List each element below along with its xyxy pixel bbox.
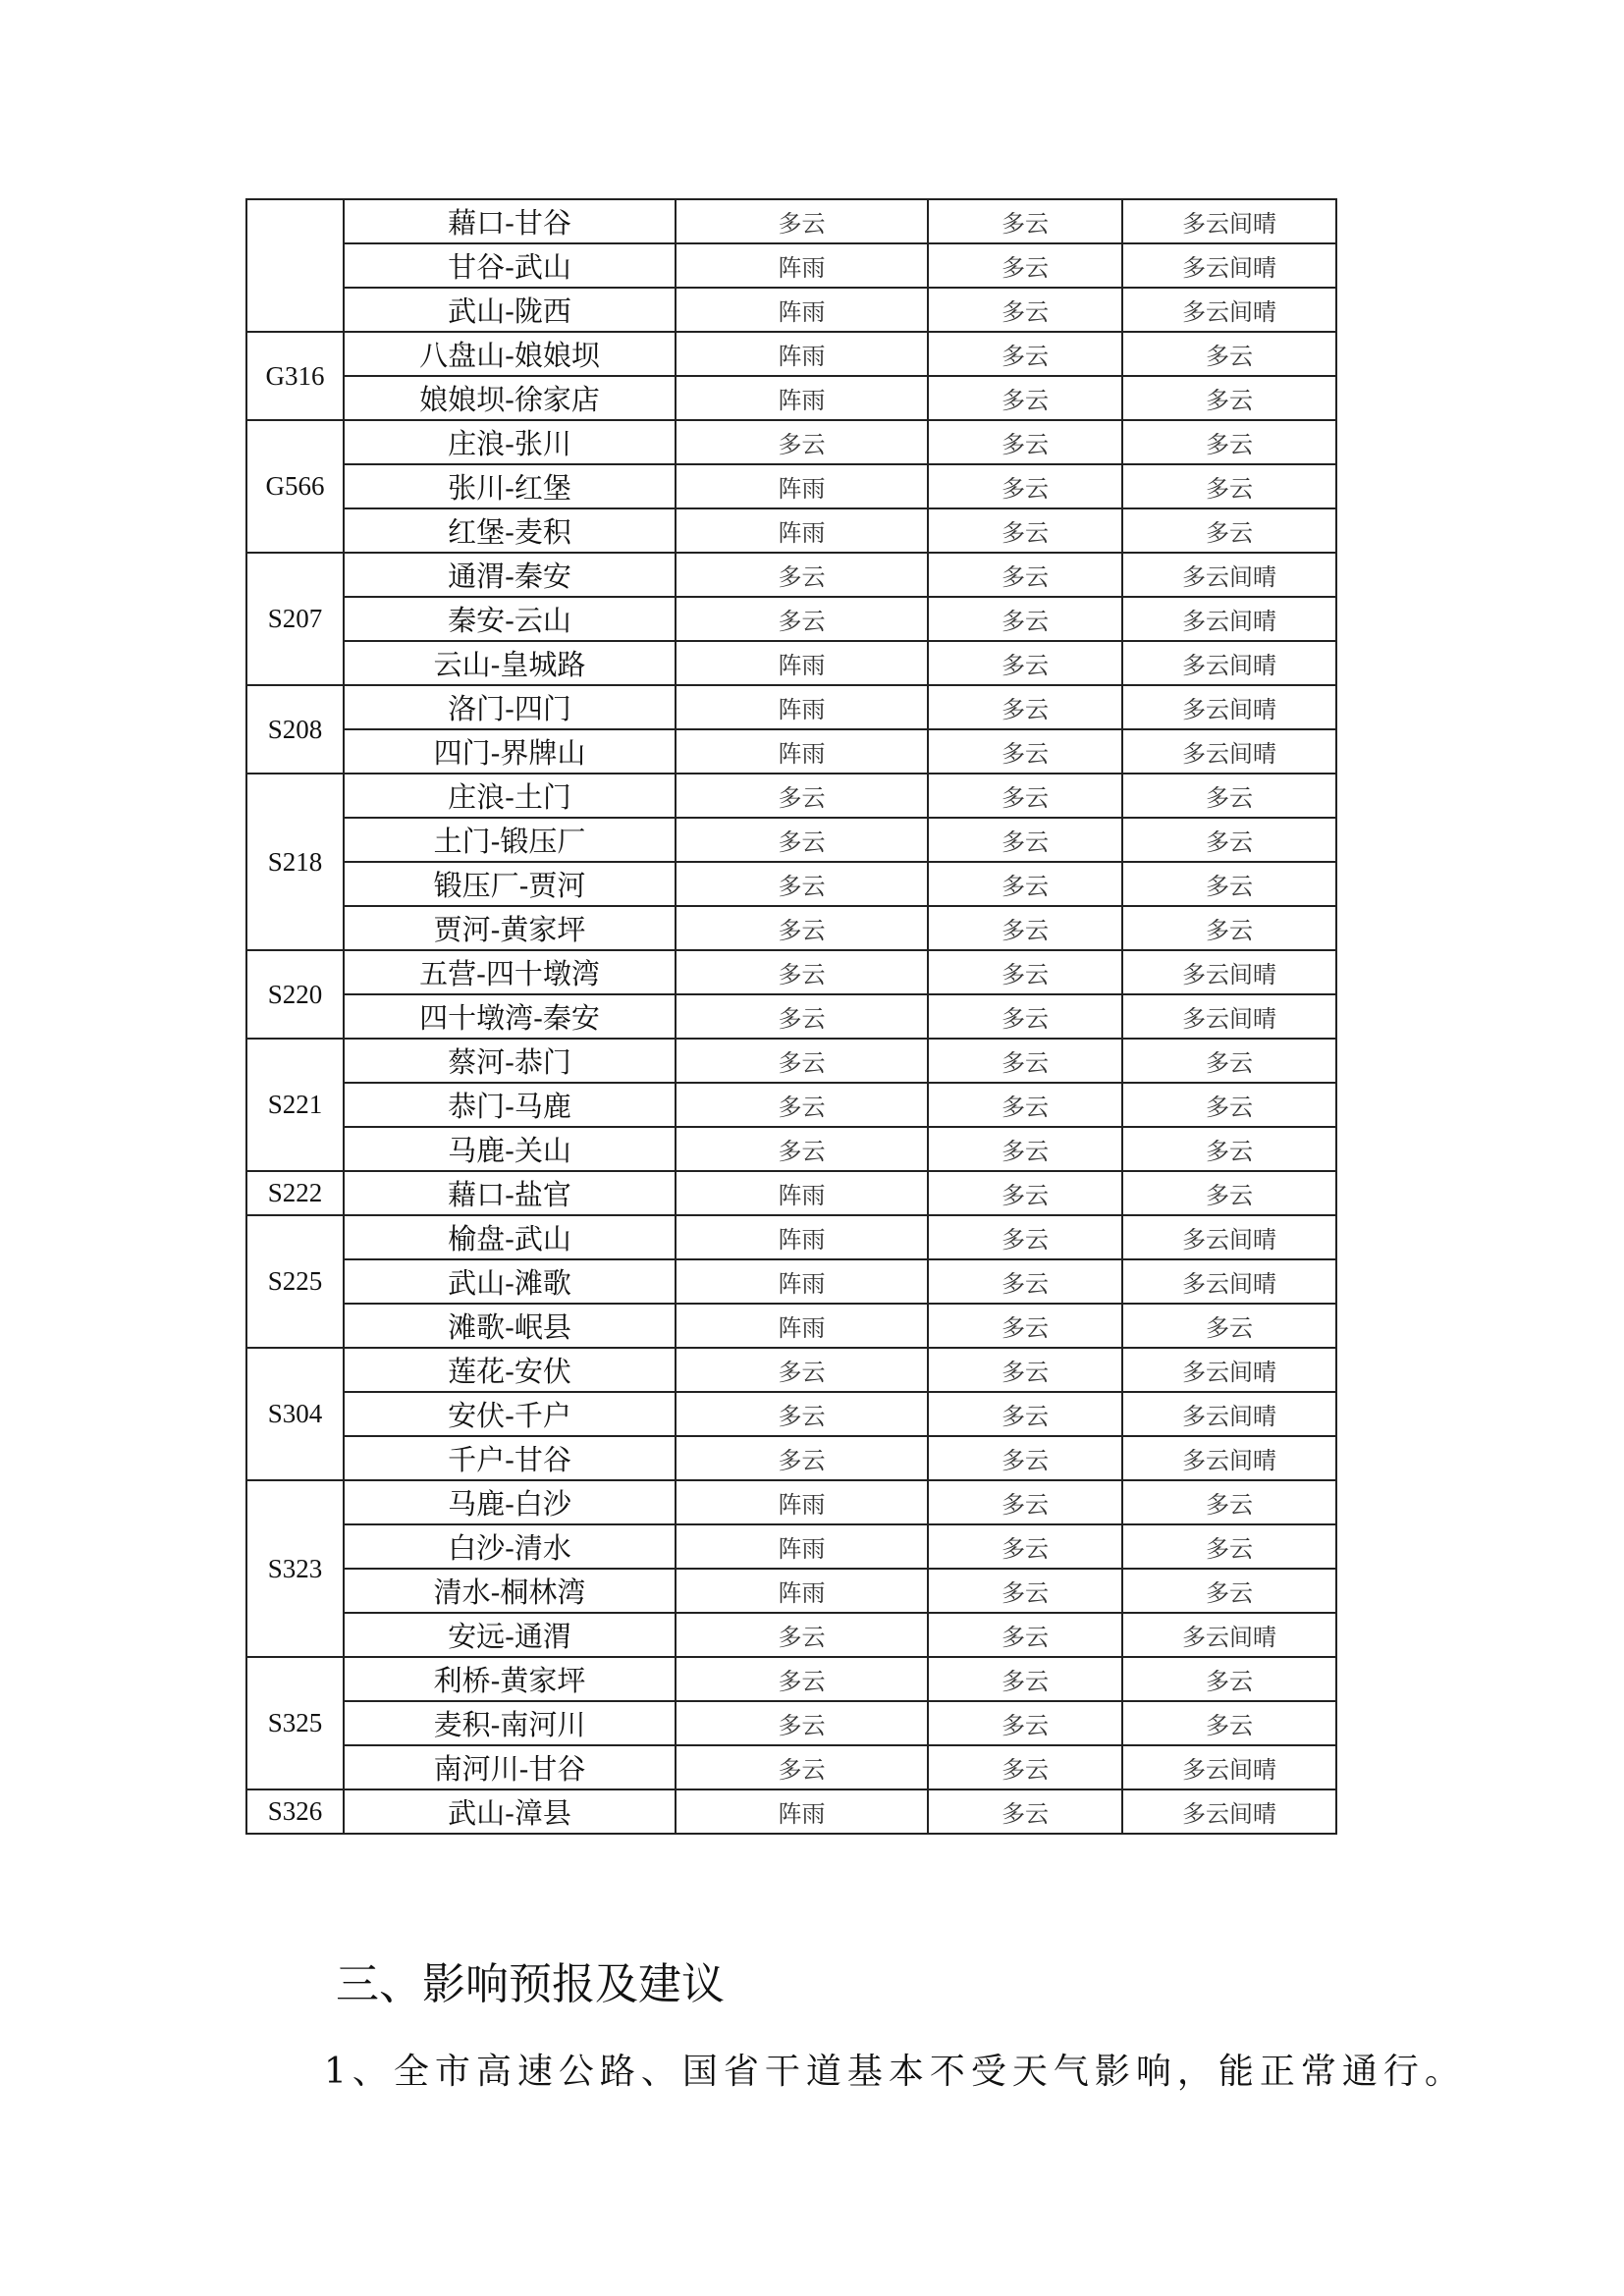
day3-weather-cell: 多云间晴 [1122, 1613, 1336, 1657]
day3-weather-cell: 多云间晴 [1122, 199, 1336, 243]
segment-cell: 麦积-南河川 [344, 1701, 676, 1745]
day3-weather-cell: 多云间晴 [1122, 729, 1336, 774]
day3-weather-cell: 多云间晴 [1122, 1348, 1336, 1392]
day2-weather-cell: 多云 [928, 1127, 1122, 1171]
table-row [246, 1127, 1336, 1171]
day3-weather-cell: 多云 [1122, 332, 1336, 376]
day3-weather-cell: 多云间晴 [1122, 1215, 1336, 1259]
table-row [246, 376, 1336, 420]
day1-weather-cell: 多云 [676, 553, 928, 597]
day2-weather-cell: 多云 [928, 597, 1122, 641]
segment-cell: 四十墩湾-秦安 [344, 994, 676, 1039]
table-row [246, 1304, 1336, 1348]
day3-weather-cell: 多云 [1122, 1039, 1336, 1083]
day2-weather-cell: 多云 [928, 685, 1122, 729]
segment-cell: 土门-锻压厂 [344, 818, 676, 862]
day1-weather-cell: 阵雨 [676, 332, 928, 376]
table-row [246, 1701, 1336, 1745]
segment-cell: 莲花-安伏 [344, 1348, 676, 1392]
road-code-cell: S218 [246, 774, 344, 950]
segment-cell: 云山-皇城路 [344, 641, 676, 685]
day3-weather-cell: 多云 [1122, 1569, 1336, 1613]
day2-weather-cell: 多云 [928, 1083, 1122, 1127]
segment-cell: 甘谷-武山 [344, 243, 676, 288]
day2-weather-cell: 多云 [928, 1745, 1122, 1789]
segment-cell: 贾河-黄家坪 [344, 906, 676, 950]
day3-weather-cell: 多云 [1122, 774, 1336, 818]
day2-weather-cell: 多云 [928, 774, 1122, 818]
day2-weather-cell: 多云 [928, 641, 1122, 685]
day2-weather-cell: 多云 [928, 508, 1122, 553]
day1-weather-cell: 多云 [676, 1039, 928, 1083]
segment-cell: 利桥-黄家坪 [344, 1657, 676, 1701]
segment-cell: 武山-漳县 [344, 1789, 676, 1834]
day1-weather-cell: 多云 [676, 1745, 928, 1789]
day3-weather-cell: 多云间晴 [1122, 641, 1336, 685]
segment-cell: 榆盘-武山 [344, 1215, 676, 1259]
day1-weather-cell: 多云 [676, 1436, 928, 1480]
road-code-cell: G566 [246, 420, 344, 553]
day1-weather-cell: 阵雨 [676, 1480, 928, 1524]
table-row [246, 1039, 1336, 1083]
table-row [246, 1569, 1336, 1613]
segment-cell: 滩歌-岷县 [344, 1304, 676, 1348]
table-row [246, 1613, 1336, 1657]
day3-weather-cell: 多云 [1122, 1127, 1336, 1171]
table-row [246, 774, 1336, 818]
table-row [246, 1745, 1336, 1789]
day3-weather-cell: 多云 [1122, 420, 1336, 464]
road-code-cell: S207 [246, 553, 344, 685]
table-row [246, 994, 1336, 1039]
segment-cell: 红堡-麦积 [344, 508, 676, 553]
day1-weather-cell: 多云 [676, 199, 928, 243]
day2-weather-cell: 多云 [928, 464, 1122, 508]
road-code-cell: S323 [246, 1480, 344, 1657]
table-row [246, 243, 1336, 288]
day2-weather-cell: 多云 [928, 818, 1122, 862]
road-code-cell: S220 [246, 950, 344, 1039]
table-row [246, 729, 1336, 774]
day1-weather-cell: 多云 [676, 950, 928, 994]
road-code-cell: S326 [246, 1789, 344, 1834]
segment-cell: 马鹿-关山 [344, 1127, 676, 1171]
segment-cell: 马鹿-白沙 [344, 1480, 676, 1524]
table-row [246, 199, 1336, 243]
segment-cell: 洛门-四门 [344, 685, 676, 729]
table-row [246, 288, 1336, 332]
day2-weather-cell: 多云 [928, 1701, 1122, 1745]
table-row [246, 1392, 1336, 1436]
day1-weather-cell: 多云 [676, 597, 928, 641]
day1-weather-cell: 阵雨 [676, 464, 928, 508]
day3-weather-cell: 多云间晴 [1122, 553, 1336, 597]
segment-cell: 庄浪-张川 [344, 420, 676, 464]
day3-weather-cell: 多云 [1122, 1480, 1336, 1524]
day1-weather-cell: 多云 [676, 994, 928, 1039]
table-row [246, 1259, 1336, 1304]
day3-weather-cell: 多云间晴 [1122, 1259, 1336, 1304]
day2-weather-cell: 多云 [928, 1039, 1122, 1083]
day1-weather-cell: 多云 [676, 1083, 928, 1127]
day3-weather-cell: 多云 [1122, 1701, 1336, 1745]
day1-weather-cell: 阵雨 [676, 641, 928, 685]
table-row [246, 1480, 1336, 1524]
day3-weather-cell: 多云 [1122, 818, 1336, 862]
road-weather-table [245, 198, 1337, 1835]
day1-weather-cell: 多云 [676, 862, 928, 906]
day2-weather-cell: 多云 [928, 1657, 1122, 1701]
day2-weather-cell: 多云 [928, 376, 1122, 420]
segment-cell: 通渭-秦安 [344, 553, 676, 597]
day3-weather-cell: 多云 [1122, 906, 1336, 950]
table-row [246, 1215, 1336, 1259]
day1-weather-cell: 多云 [676, 1657, 928, 1701]
day1-weather-cell: 多云 [676, 906, 928, 950]
day3-weather-cell: 多云 [1122, 376, 1336, 420]
day1-weather-cell: 多云 [676, 1701, 928, 1745]
day2-weather-cell: 多云 [928, 420, 1122, 464]
day2-weather-cell: 多云 [928, 1215, 1122, 1259]
day1-weather-cell: 多云 [676, 1348, 928, 1392]
table-row [246, 464, 1336, 508]
road-code-cell: S208 [246, 685, 344, 774]
segment-cell: 白沙-清水 [344, 1524, 676, 1569]
road-code-cell: S325 [246, 1657, 344, 1789]
advice-paragraph: 1、全市高速公路、国省干道基本不受天气影响，能正常通行。 [324, 2052, 1466, 2092]
day3-weather-cell: 多云间晴 [1122, 994, 1336, 1039]
segment-cell: 武山-陇西 [344, 288, 676, 332]
segment-cell: 张川-红堡 [344, 464, 676, 508]
day1-weather-cell: 阵雨 [676, 1259, 928, 1304]
segment-cell: 安远-通渭 [344, 1613, 676, 1657]
table-row [246, 1524, 1336, 1569]
day3-weather-cell: 多云 [1122, 1524, 1336, 1569]
day3-weather-cell: 多云间晴 [1122, 597, 1336, 641]
segment-cell: 恭门-马鹿 [344, 1083, 676, 1127]
road-code-cell: S225 [246, 1215, 344, 1348]
day1-weather-cell: 阵雨 [676, 288, 928, 332]
day2-weather-cell: 多云 [928, 1789, 1122, 1834]
day3-weather-cell: 多云间晴 [1122, 243, 1336, 288]
table-row [246, 641, 1336, 685]
day1-weather-cell: 阵雨 [676, 1304, 928, 1348]
table-row [246, 862, 1336, 906]
segment-cell: 武山-滩歌 [344, 1259, 676, 1304]
day1-weather-cell: 阵雨 [676, 376, 928, 420]
segment-cell: 五营-四十墩湾 [344, 950, 676, 994]
segment-cell: 庄浪-土门 [344, 774, 676, 818]
table-row [246, 1657, 1336, 1701]
table-row [246, 1348, 1336, 1392]
day2-weather-cell: 多云 [928, 1259, 1122, 1304]
day2-weather-cell: 多云 [928, 288, 1122, 332]
day3-weather-cell: 多云间晴 [1122, 288, 1336, 332]
day1-weather-cell: 阵雨 [676, 1171, 928, 1215]
day1-weather-cell: 阵雨 [676, 1215, 928, 1259]
day2-weather-cell: 多云 [928, 553, 1122, 597]
day2-weather-cell: 多云 [928, 1171, 1122, 1215]
segment-cell: 清水-桐林湾 [344, 1569, 676, 1613]
segment-cell: 藉口-盐官 [344, 1171, 676, 1215]
table-row [246, 1789, 1336, 1834]
day2-weather-cell: 多云 [928, 994, 1122, 1039]
day3-weather-cell: 多云 [1122, 1304, 1336, 1348]
day1-weather-cell: 阵雨 [676, 508, 928, 553]
day1-weather-cell: 多云 [676, 774, 928, 818]
day3-weather-cell: 多云 [1122, 464, 1336, 508]
day1-weather-cell: 阵雨 [676, 1569, 928, 1613]
table-row [246, 1436, 1336, 1480]
day1-weather-cell: 阵雨 [676, 243, 928, 288]
table-row [246, 685, 1336, 729]
segment-cell: 秦安-云山 [344, 597, 676, 641]
day2-weather-cell: 多云 [928, 1436, 1122, 1480]
road-code-cell [246, 199, 344, 332]
segment-cell: 蔡河-恭门 [344, 1039, 676, 1083]
day2-weather-cell: 多云 [928, 1480, 1122, 1524]
day2-weather-cell: 多云 [928, 906, 1122, 950]
day1-weather-cell: 阵雨 [676, 729, 928, 774]
day3-weather-cell: 多云间晴 [1122, 1436, 1336, 1480]
day3-weather-cell: 多云 [1122, 1171, 1336, 1215]
section-heading: 三、影响预报及建议 [336, 1959, 725, 2009]
day1-weather-cell: 多云 [676, 420, 928, 464]
road-code-cell: S222 [246, 1171, 344, 1215]
day2-weather-cell: 多云 [928, 1524, 1122, 1569]
table-row [246, 553, 1336, 597]
day3-weather-cell: 多云间晴 [1122, 1789, 1336, 1834]
day2-weather-cell: 多云 [928, 862, 1122, 906]
day1-weather-cell: 多云 [676, 1127, 928, 1171]
segment-cell: 南河川-甘谷 [344, 1745, 676, 1789]
day1-weather-cell: 多云 [676, 818, 928, 862]
day3-weather-cell: 多云间晴 [1122, 685, 1336, 729]
day2-weather-cell: 多云 [928, 1392, 1122, 1436]
day2-weather-cell: 多云 [928, 199, 1122, 243]
road-code-cell: S304 [246, 1348, 344, 1480]
day3-weather-cell: 多云 [1122, 862, 1336, 906]
segment-cell: 安伏-千户 [344, 1392, 676, 1436]
day3-weather-cell: 多云间晴 [1122, 950, 1336, 994]
day1-weather-cell: 阵雨 [676, 1524, 928, 1569]
segment-cell: 娘娘坝-徐家店 [344, 376, 676, 420]
day3-weather-cell: 多云间晴 [1122, 1392, 1336, 1436]
day2-weather-cell: 多云 [928, 729, 1122, 774]
day2-weather-cell: 多云 [928, 243, 1122, 288]
road-code-cell: G316 [246, 332, 344, 420]
day2-weather-cell: 多云 [928, 332, 1122, 376]
day3-weather-cell: 多云间晴 [1122, 1745, 1336, 1789]
day1-weather-cell: 阵雨 [676, 685, 928, 729]
day1-weather-cell: 阵雨 [676, 1789, 928, 1834]
table-row [246, 420, 1336, 464]
segment-cell: 四门-界牌山 [344, 729, 676, 774]
segment-cell: 八盘山-娘娘坝 [344, 332, 676, 376]
day3-weather-cell: 多云 [1122, 1083, 1336, 1127]
day1-weather-cell: 多云 [676, 1613, 928, 1657]
table-row [246, 1083, 1336, 1127]
day3-weather-cell: 多云 [1122, 1657, 1336, 1701]
day2-weather-cell: 多云 [928, 1348, 1122, 1392]
table-row [246, 597, 1336, 641]
day2-weather-cell: 多云 [928, 1569, 1122, 1613]
table-row [246, 818, 1336, 862]
table-row [246, 332, 1336, 376]
day2-weather-cell: 多云 [928, 950, 1122, 994]
day1-weather-cell: 多云 [676, 1392, 928, 1436]
day2-weather-cell: 多云 [928, 1613, 1122, 1657]
table-row [246, 906, 1336, 950]
day3-weather-cell: 多云 [1122, 508, 1336, 553]
segment-cell: 藉口-甘谷 [344, 199, 676, 243]
segment-cell: 千户-甘谷 [344, 1436, 676, 1480]
table-row [246, 950, 1336, 994]
road-code-cell: S221 [246, 1039, 344, 1171]
table-row [246, 1171, 1336, 1215]
table-row [246, 508, 1336, 553]
day2-weather-cell: 多云 [928, 1304, 1122, 1348]
segment-cell: 锻压厂-贾河 [344, 862, 676, 906]
road-weather-table-body [246, 199, 1336, 1834]
